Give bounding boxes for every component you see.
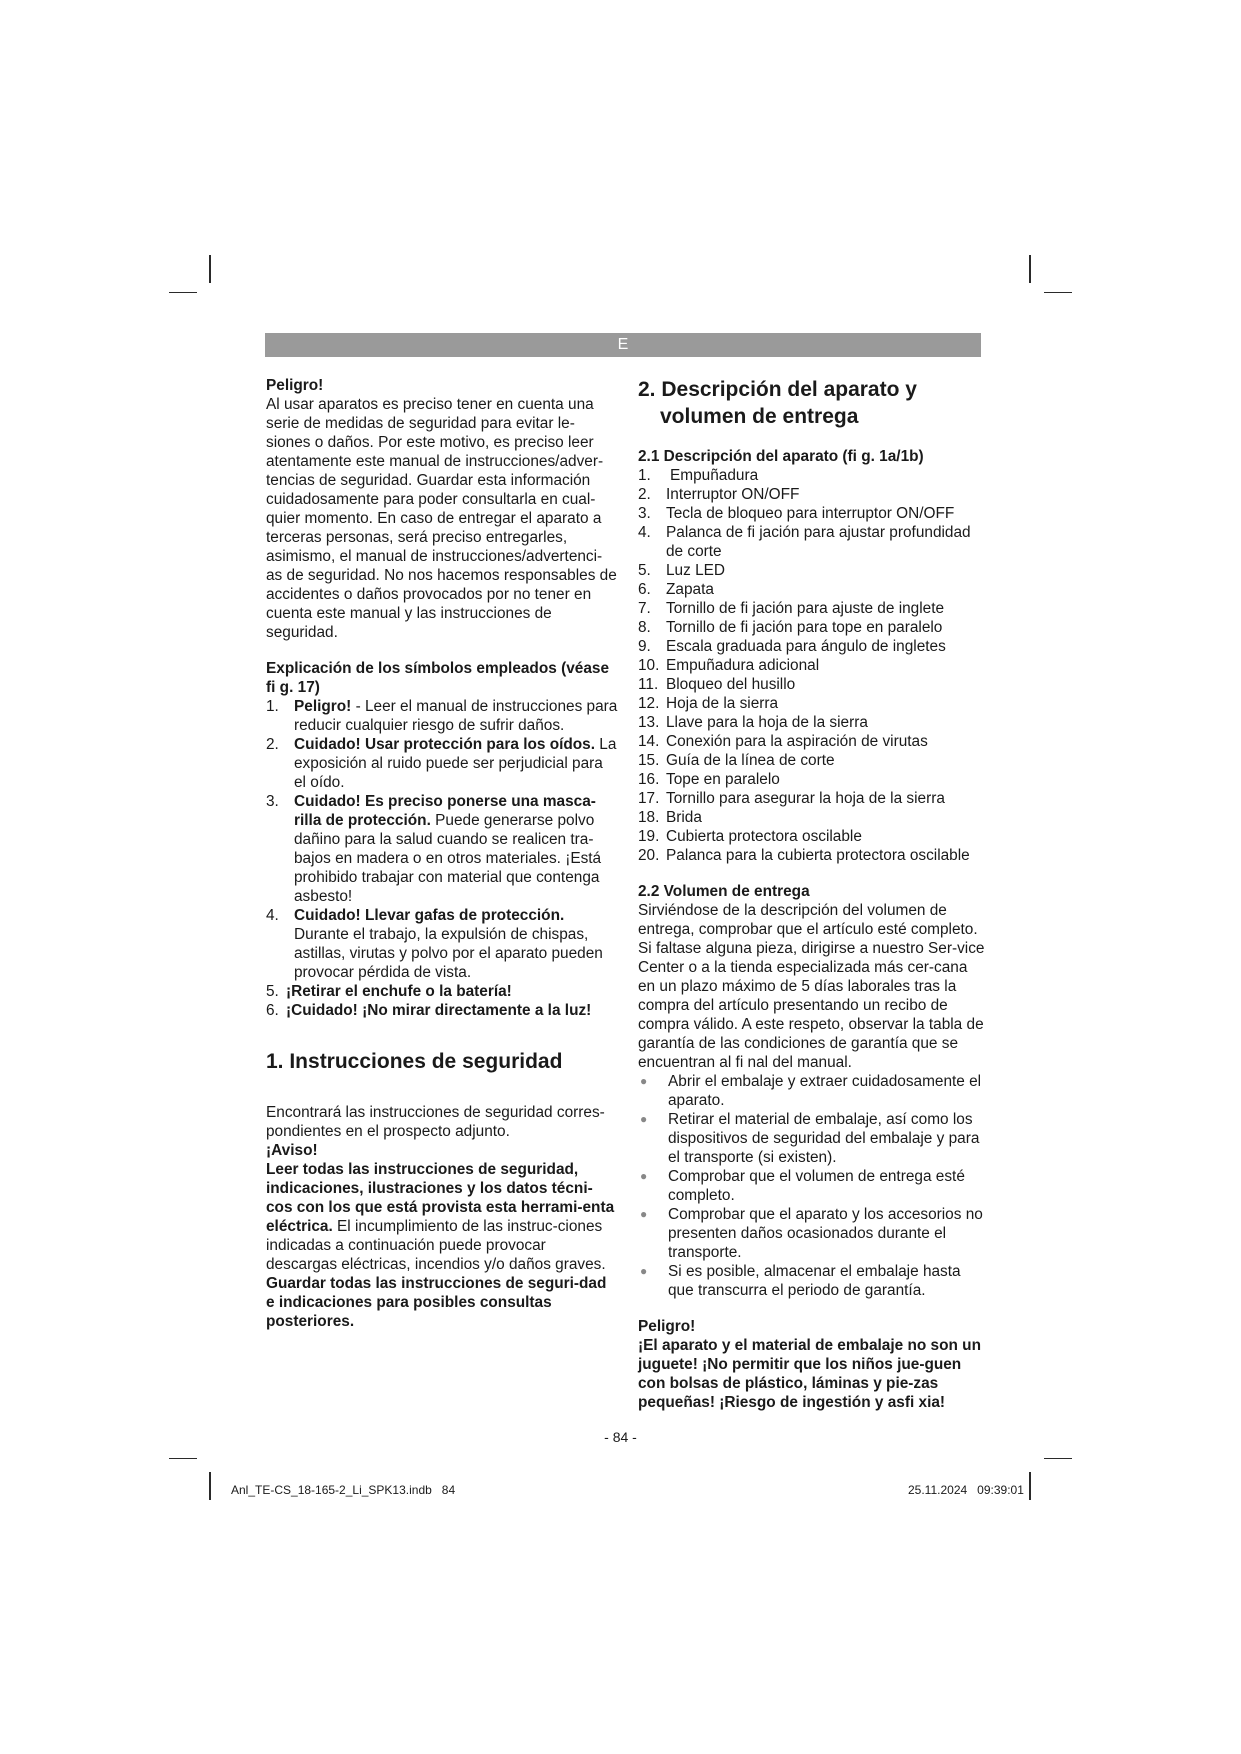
danger-heading: Peligro! — [266, 377, 324, 394]
list-item: 10. Empuñadura adicional — [638, 657, 820, 674]
list-item: 4. Palanca de fi jación para ajustar profundidad de corte — [638, 524, 971, 560]
crop-mark — [209, 1472, 211, 1500]
list-item: 8. Tornillo de fi jación para tope en paralelo — [638, 619, 943, 636]
list-item: 5. Luz LED — [638, 562, 726, 579]
list-item: 2. Interruptor ON/OFF — [638, 486, 800, 503]
crop-mark — [169, 292, 197, 293]
list-item: ● Comprobar que el aparato y los accesorios no presenten daños ocasionados durante el transporte. — [640, 1206, 983, 1261]
list-item: 16. Tope en paralelo — [638, 771, 780, 788]
list-item: ● Retirar el material de embalaje, así como los dispositivos de seguridad del embalaje y para el transporte (si existen). — [640, 1111, 980, 1166]
list-item: 14. Conexión para la aspiración de virutas — [638, 733, 928, 750]
warning-text: Leer todas las instrucciones de seguridad, indicaciones, ilustraciones y los datos técni-cos con los que está provista esta herrami-enta eléctrica. El incumplimiento de las instruc-ciones indicadas a continuación puede provocar descargas eléctricas, incendios y/o daños graves. — [266, 1161, 615, 1273]
file-slug: Anl_TE-CS_18-165-2_Li_SPK13.indb 84 — [231, 1483, 456, 1497]
danger-text: Al usar aparatos es preciso tener en cuenta una serie de medidas de seguridad para evitar le-siones o daños. Por este motivo, es preciso leer atentamente este manual de instrucciones/adver-tencias de seguridad. Guardar esta información cuidadosamente para poder consultarla en cual-quier momento. En caso de entregar el aparato a terceras personas, será preciso entregarles, asimismo, el manual de instrucciones/advertenci-as de seguridad. No nos hacemos responsables de accidentes o daños provocados por no tener en cuenta este manual y las instrucciones de seguridad. — [266, 396, 617, 641]
symbols-list — [266, 697, 618, 1020]
bullet-icon: ● — [640, 1074, 648, 1088]
list-item: 5. ¡Retirar el enchufe o la batería! — [266, 983, 512, 1000]
bullet-icon: ● — [640, 1112, 648, 1126]
section-2-title: 2. Descripción del aparato y volumen de entrega — [638, 378, 917, 428]
right-column — [638, 376, 988, 1412]
list-item: 6. ¡Cuidado! ¡No mirar directamente a la luz! — [266, 1002, 592, 1019]
subsection-2-2-title: 2.2 Volumen de entrega — [638, 883, 810, 900]
list-item: 19. Cubierta protectora oscilable — [638, 828, 862, 845]
crop-mark — [1044, 292, 1072, 293]
language-code: E — [617, 336, 629, 353]
keep-instructions: Guardar todas las instrucciones de seguri-dad e indicaciones para posibles consultas posteriores. — [266, 1275, 607, 1330]
crop-mark — [209, 255, 211, 283]
list-item: 7. Tornillo de fi jación para ajuste de inglete — [638, 600, 945, 617]
list-item: 4. Cuidado! Llevar gafas de protección. Durante el trabajo, la expulsión de chispas, astillas, virutas y polvo por el aparato pueden provocar pérdida de vista. — [266, 907, 603, 981]
list-item: 9. Escala graduada para ángulo de ingletes — [638, 638, 946, 655]
symbols-heading: Explicación de los símbolos empleados (véase fi g. 17) — [266, 660, 609, 696]
left-column — [266, 376, 618, 1331]
delivery-checklist — [638, 1072, 988, 1300]
crop-mark — [169, 1458, 197, 1459]
list-item: 17. Tornillo para asegurar la hoja de la sierra — [638, 790, 945, 807]
crop-mark — [1029, 1472, 1031, 1500]
list-item: 20. Palanca para la cubierta protectora oscilable — [638, 847, 970, 864]
bullet-icon: ● — [640, 1264, 648, 1278]
section-1-title: 1. Instrucciones de seguridad — [266, 1050, 563, 1073]
list-item: 1. Peligro! - Leer el manual de instrucciones para reducir cualquier riesgo de sufrir daños. — [266, 698, 618, 734]
parts-list — [638, 466, 988, 865]
list-item: 12. Hoja de la sierra — [638, 695, 779, 712]
crop-mark — [1044, 1458, 1072, 1459]
subsection-2-1-title: 2.1 Descripción del aparato (fi g. 1a/1b) — [638, 448, 924, 465]
list-item: 1. Empuñadura — [638, 467, 759, 484]
list-item: 3. Cuidado! Es preciso ponerse una masca-rilla de protección. Puede generarse polvo dañino para la salud cuando se realicen tra-bajos en madera o en otros materiales. ¡Está prohibido trabajar con material que contenga asbesto! — [266, 793, 602, 905]
bullet-icon: ● — [640, 1169, 648, 1183]
danger-heading-2: Peligro! — [638, 1318, 696, 1335]
datetime-slug: 25.11.2024 09:39:01 — [908, 1483, 1024, 1497]
warning-label: ¡Aviso! — [266, 1142, 318, 1159]
section-1-intro: Encontrará las instrucciones de seguridad corres-pondientes en el prospecto adjunto. — [266, 1104, 605, 1140]
language-bar — [265, 333, 981, 357]
delivery-text: Sirviéndose de la descripción del volumen de entrega, comprobar que el artículo esté completo. Si faltase alguna pieza, dirigirse a nuestro Ser-vice Center o a la tienda especializada más cer-cana en un plazo máximo de 5 días laborales tras la compra del artículo presentando un recibo de compra válido. A este respeto, observar la tabla de garantía de las condiciones de garantía que se encuentran al fi nal del manual. — [638, 902, 985, 1071]
danger-text-2: ¡El aparato y el material de embalaje no son un juguete! ¡No permitir que los niños jue-guen con bolsas de plástico, láminas y pie-zas pequeñas! ¡Riesgo de ingestión y asfi xia! — [638, 1337, 981, 1411]
list-item: 15. Guía de la línea de corte — [638, 752, 835, 769]
list-item: 11. Bloqueo del husillo — [638, 676, 796, 693]
list-item: 2. Cuidado! Usar protección para los oídos. La exposición al ruido puede ser perjudicial para el oído. — [266, 736, 617, 791]
list-item: ● Si es posible, almacenar el embalaje hasta que transcurra el periodo de garantía. — [640, 1263, 961, 1299]
list-item: ● Comprobar que el volumen de entrega esté completo. — [640, 1168, 965, 1204]
page-number: - 84 - — [604, 1429, 637, 1445]
crop-mark — [1029, 255, 1031, 283]
list-item: 6. Zapata — [638, 581, 714, 598]
list-item: ● Abrir el embalaje y extraer cuidadosamente el aparato. — [640, 1073, 982, 1109]
bullet-icon: ● — [640, 1207, 648, 1221]
list-item: 18. Brida — [638, 809, 702, 826]
list-item: 3. Tecla de bloqueo para interruptor ON/OFF — [638, 505, 955, 522]
list-item: 13. Llave para la hoja de la sierra — [638, 714, 868, 731]
